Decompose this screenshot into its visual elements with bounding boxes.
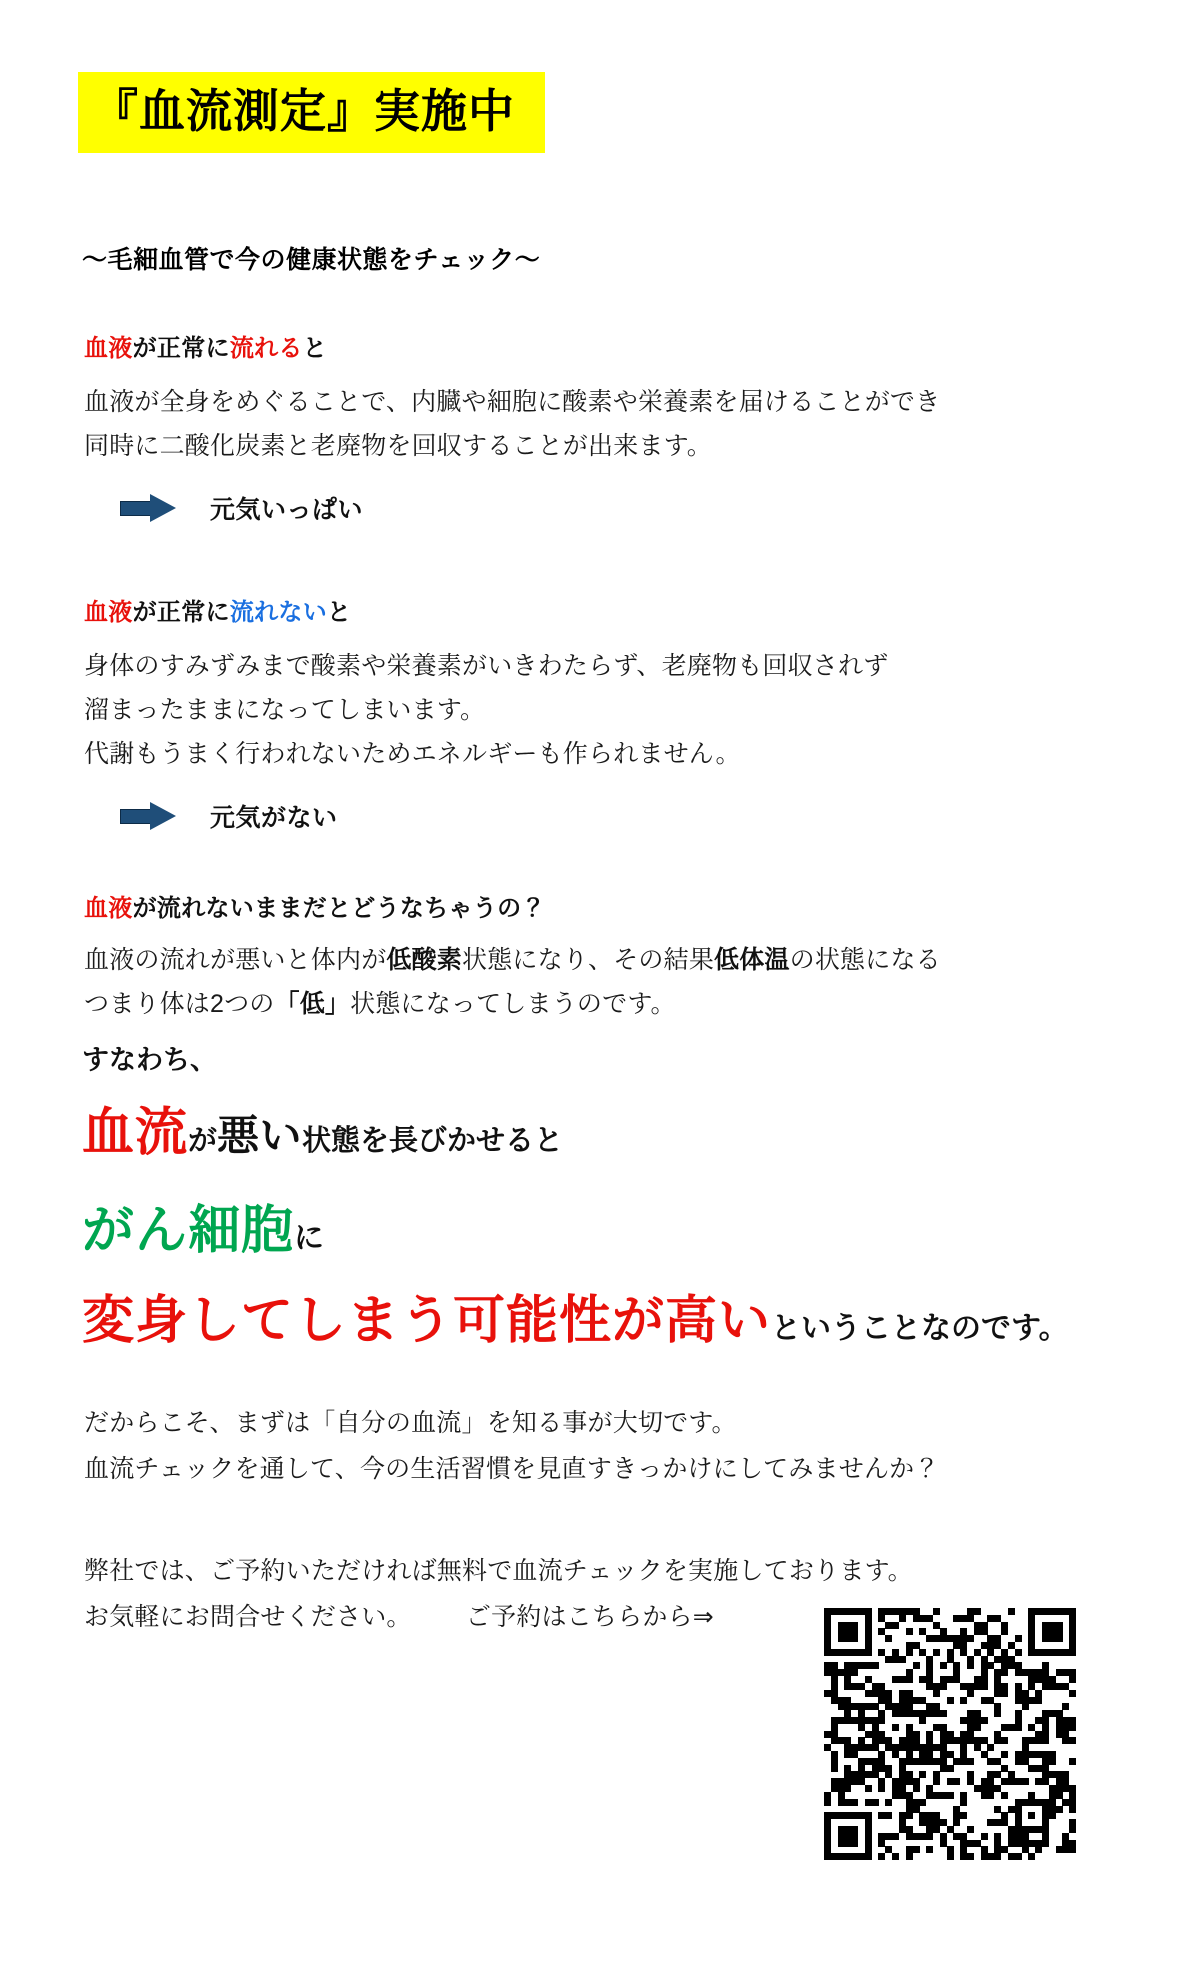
- closing-line-2: 血流チェックを通して、今の生活習慣を見直すきっかけにしてみませんか？: [84, 1455, 940, 1483]
- qr-code-icon[interactable]: [824, 1608, 1076, 1860]
- section-2-line-1: 身体のすみずみまで酸素や栄養素がいきわたらず、老廃物も回収されず: [84, 652, 889, 680]
- section-2-heading-part-2: が正常に: [132, 599, 230, 626]
- section-2-line-3: 代謝もうまく行われないためエネルギーも作られません。: [84, 740, 741, 768]
- page-subtitle: 〜毛細血管で今の健康状態をチェック〜: [82, 246, 541, 274]
- arrow-right-icon: [120, 802, 178, 830]
- section-1-line-2: 同時に二酸化炭素と老廃物を回収することが出来ます。: [84, 432, 713, 460]
- page-title: 『血流測定』実施中: [78, 72, 545, 153]
- conclusion-lead: すなわち、: [82, 1045, 217, 1075]
- contact-paragraph: [84, 1548, 913, 1640]
- question-line-1-text: 血液の流れが悪いと体内が低酸素状態になり、その結果低体温の状態になる: [84, 946, 941, 974]
- section-1-heading-part-3: 流れる: [229, 335, 303, 362]
- question-body: [84, 938, 941, 1026]
- question-line-2-text: つまり体は2つの「低」状態になってしまうのです。: [84, 990, 676, 1018]
- contact-line-2-text: お気軽にお問合せください。: [84, 1603, 412, 1631]
- conclusion-line-1-part-1: 血流: [82, 1104, 189, 1162]
- section-2-heading-part-1: 血液: [84, 599, 133, 626]
- section-2-body: [84, 644, 888, 776]
- section-1-heading: [84, 328, 327, 363]
- conclusion-line-1-part-2: が: [188, 1125, 218, 1157]
- qr-code-canvas: [824, 1608, 1076, 1860]
- section-2-heading-part-3: 流れない: [229, 599, 328, 626]
- section-2-arrow-label: 元気がない: [210, 804, 338, 832]
- section-1-heading-part-4: と: [302, 335, 328, 362]
- page-title-wrapper: [78, 72, 545, 153]
- conclusion-line-3-part-1: 変身してしまう可能性が高い: [82, 1292, 772, 1350]
- section-2-line-2: 溜まったままになってしまいます。: [84, 696, 486, 724]
- section-1-body: [84, 380, 940, 468]
- question-line-1: [84, 938, 941, 982]
- section-1-arrow-label: 元気いっぱい: [210, 496, 364, 524]
- conclusion-line-2-part-2: に: [294, 1222, 325, 1255]
- conclusion-line-1: [82, 1090, 563, 1165]
- conclusion-line-1-part-4: 状態を長びかせると: [302, 1125, 564, 1157]
- section-1-heading-part-2: が正常に: [132, 335, 230, 362]
- section-1-heading-part-1: 血液: [84, 335, 133, 362]
- conclusion-line-3-part-2: ということなのです。: [771, 1312, 1069, 1345]
- section-2-arrow-row: [120, 798, 338, 834]
- section-1-arrow-row: [120, 490, 363, 526]
- section-1-line-1: 血液が全身をめぐることで、内臓や細胞に酸素や栄養素を届けることができ: [84, 388, 941, 416]
- question-heading-part-2: が流れないままだとどうなちゃうの？: [132, 895, 546, 922]
- question-line-2: [84, 982, 941, 1026]
- cta-text: ご予約はこちらから⇒: [465, 1603, 714, 1631]
- arrow-right-icon: [120, 494, 178, 522]
- section-2-heading-part-4: と: [327, 599, 352, 626]
- closing-line-1: だからこそ、まずは「自分の血流」を知る事が大切です。: [84, 1409, 737, 1437]
- closing-paragraph: [84, 1400, 940, 1492]
- section-2-heading: [84, 592, 351, 627]
- conclusion-line-2-part-1: がん細胞: [82, 1202, 295, 1260]
- conclusion-line-3: [82, 1278, 1069, 1353]
- question-heading-part-1: 血液: [84, 895, 133, 922]
- question-heading: [84, 888, 546, 923]
- contact-line-1: 弊社では、ご予約いただければ無料で血流チェックを実施しております。: [84, 1557, 913, 1585]
- conclusion-line-2: [82, 1188, 324, 1263]
- contact-line-2: [84, 1594, 913, 1640]
- conclusion-line-1-part-3: 悪い: [217, 1112, 303, 1159]
